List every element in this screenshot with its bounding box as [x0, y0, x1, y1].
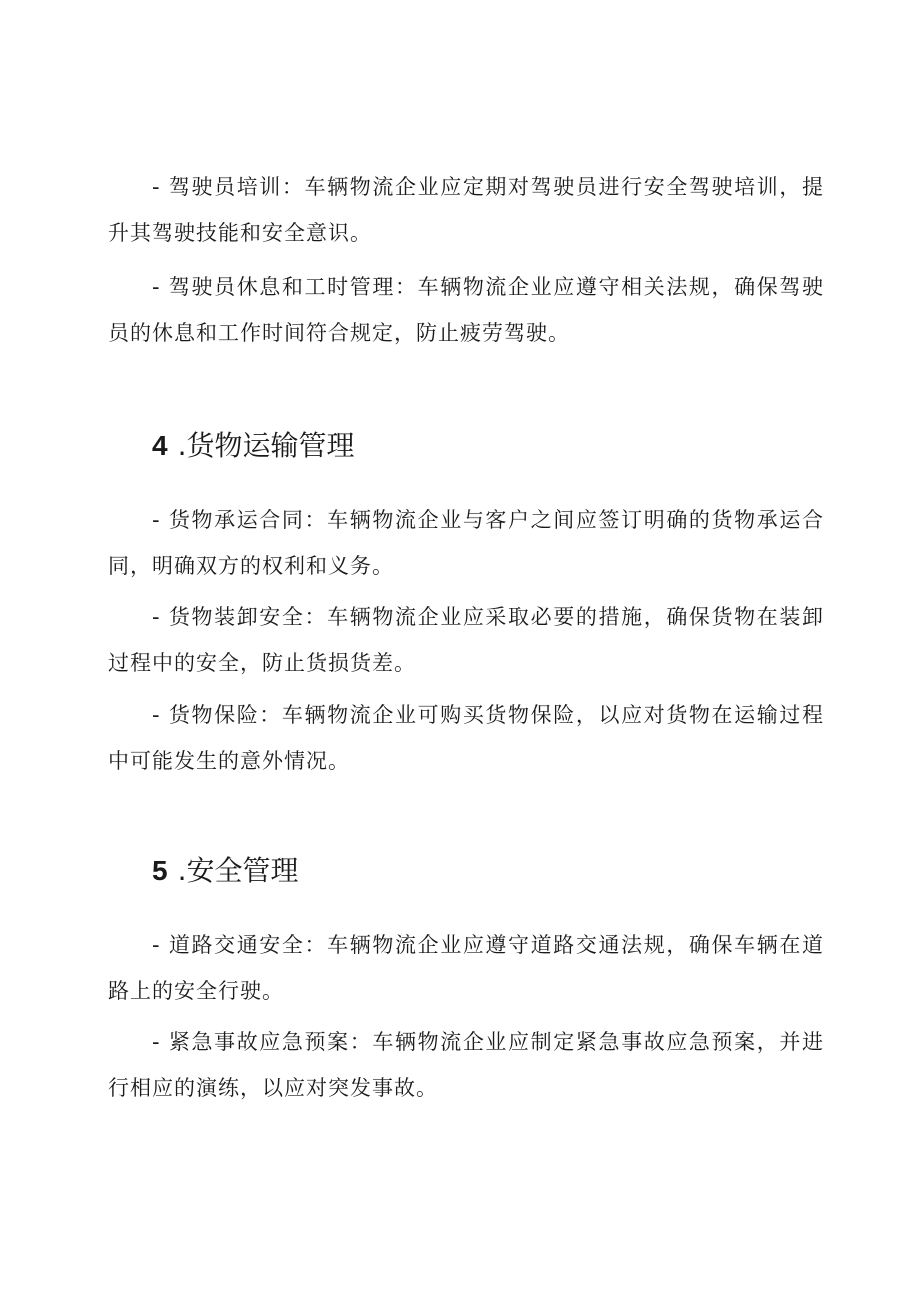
paragraph-text: - 货物装卸安全：车辆物流企业应采取必要的措施，确保货物在装卸过程中的安全，防止货损货差。: [108, 605, 824, 675]
paragraph-road-safety: [108, 922, 824, 1014]
paragraph-text: - 道路交通安全：车辆物流企业应遵守道路交通法规，确保车辆在道路上的安全行驶。: [108, 933, 824, 1003]
section-title: .安全管理: [177, 854, 299, 887]
section-number: 4: [152, 430, 168, 461]
paragraph-cargo-insurance: [108, 692, 824, 784]
paragraph-cargo-contract: [108, 497, 824, 589]
paragraph-text: - 紧急事故应急预案：车辆物流企业应制定紧急事故应急预案，并进行相应的演练，以应对突发事故。: [108, 1030, 824, 1100]
paragraph-text: - 货物保险：车辆物流企业可购买货物保险，以应对货物在运输过程中可能发生的意外情况。: [108, 703, 824, 773]
section-title: .货物运输管理: [177, 429, 355, 462]
paragraph-text: - 驾驶员培训：车辆物流企业应定期对驾驶员进行安全驾驶培训，提升其驾驶技能和安全意识。: [108, 175, 824, 245]
paragraph-driver-rest: [108, 264, 824, 356]
paragraph-emergency-plan: [108, 1019, 824, 1111]
paragraph-cargo-handling: [108, 594, 824, 686]
paragraph-driver-training: [108, 164, 824, 256]
section-number: 5: [152, 855, 168, 886]
paragraph-text: - 驾驶员休息和工时管理：车辆物流企业应遵守相关法规，确保驾驶员的休息和工作时间符合规定，防止疲劳驾驶。: [108, 275, 824, 345]
section-heading-safety: [152, 851, 298, 891]
section-heading-cargo: [152, 426, 354, 466]
paragraph-text: - 货物承运合同：车辆物流企业与客户之间应签订明确的货物承运合同，明确双方的权利和义务。: [108, 508, 824, 578]
